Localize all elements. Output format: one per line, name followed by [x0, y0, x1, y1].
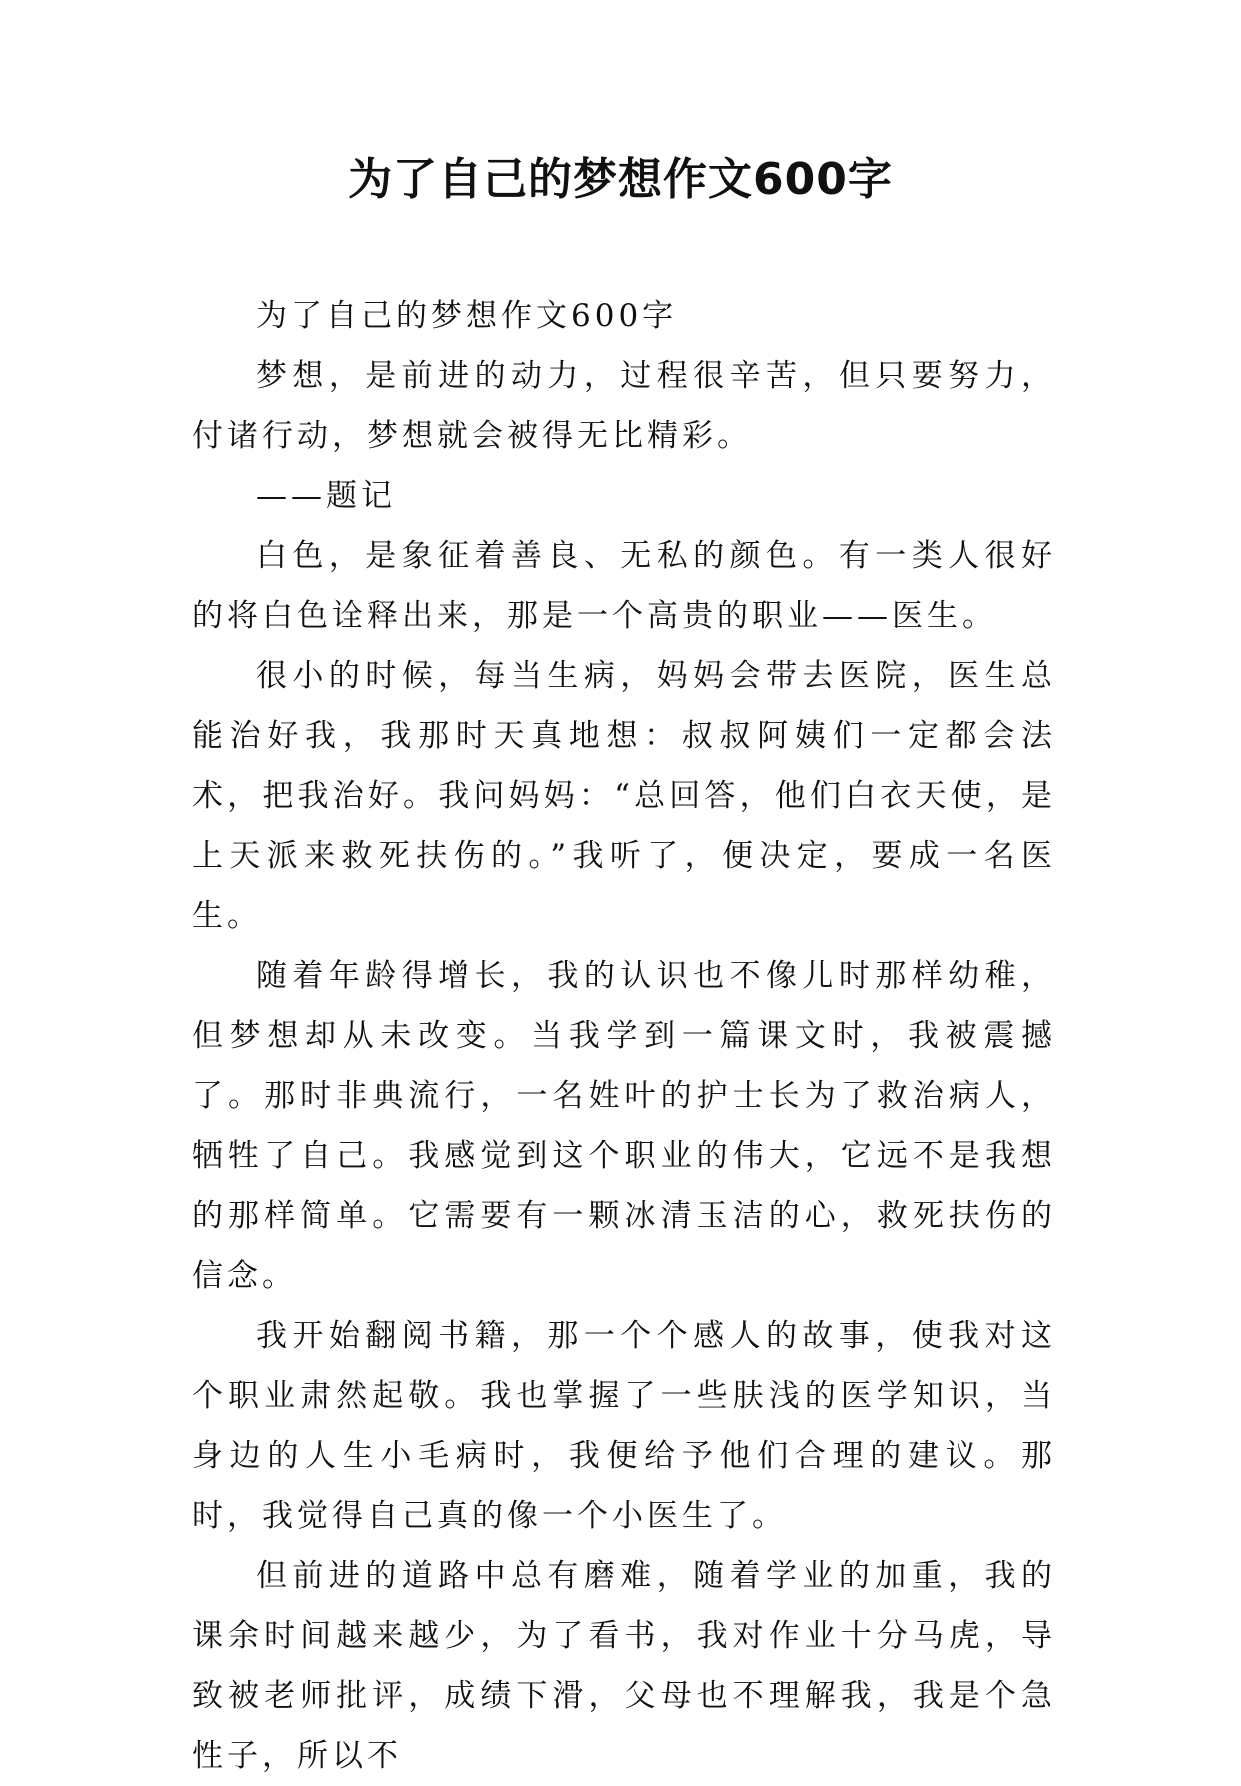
paragraph: 白色，是象征着善良、无私的颜色。有一类人很好的将白色诠释出来，那是一个高贵的职业——医生。	[192, 538, 1056, 634]
paragraph: 我开始翻阅书籍，那一个个感人的故事，使我对这个职业肃然起敬。我也掌握了一些肤浅的医学知识，当身边的人生小毛病时，我便给予他们合理的建议。那时，我觉得自己真的像一个小医生了。	[192, 1318, 1056, 1534]
paragraph: 很小的时候，每当生病，妈妈会带去医院，医生总能治好我，我那时天真地想：叔叔阿姨们一定都会法术，把我治好。我问妈妈：“总回答，他们白衣天使，是上天派来救死扶伤的。”我听了，便决定，要成一名医生。	[192, 658, 1056, 934]
paragraph-subtitle: 为了自己的梦想作文600字	[256, 298, 678, 334]
paragraph: 但前进的道路中总有磨难，随着学业的加重，我的课余时间越来越少，为了看书，我对作业十分马虎，导致被老师批评，成绩下滑，父母也不理解我，我是个急性子，所以不	[192, 1558, 1056, 1774]
document-body	[192, 286, 1056, 1786]
paragraph: 随着年龄得增长，我的认识也不像儿时那样幼稚，但梦想却从未改变。当我学到一篇课文时，我被震撼了。那时非典流行，一名姓叶的护士长为了救治病人，牺牲了自己。我感觉到这个职业的伟大，它远不是我想的那样简单。它需要有一颗冰清玉洁的心，救死扶伤的信念。	[192, 958, 1056, 1294]
paragraph-epigraph-source: ——题记	[256, 478, 396, 514]
document-title: 为了自己的梦想作文600字	[348, 154, 893, 205]
paragraph-epigraph: 梦想，是前进的动力，过程很辛苦，但只要努力，付诸行动，梦想就会被得无比精彩。	[192, 358, 1056, 454]
